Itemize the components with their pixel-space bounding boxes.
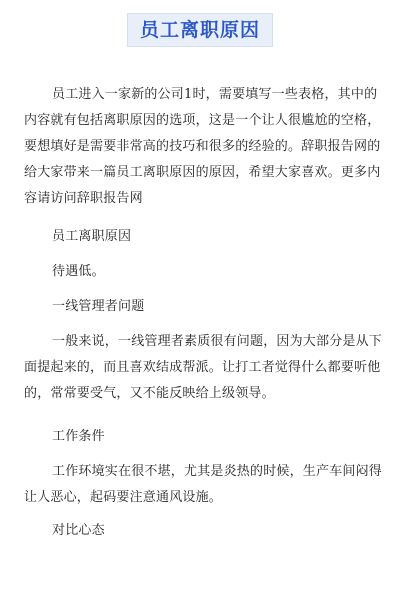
section-heading-text: 工作条件 [52, 429, 105, 444]
reason-1-paragraph [52, 259, 372, 285]
section-heading-2 [52, 294, 372, 320]
paragraph-line: 的，常常要受气，又不能反映给上级领导。 [24, 386, 275, 401]
paragraph-line: 工作环境实在很不堪，尤其是炎热的时候，生产车间闷得 [52, 464, 383, 479]
intro-line: 员工进入一家新的公司1时，需要填写一些表格，其中的 [52, 87, 378, 102]
intro-line: 要想填好是需要非常高的技巧和很多的经验的。辞职报告网的 [24, 139, 381, 154]
section-heading-4 [52, 518, 372, 544]
section-heading-text: 员工离职原因 [52, 229, 132, 244]
reason-text: 待遇低。 [52, 264, 105, 279]
intro-line: 容请访问辞职报告网 [24, 191, 143, 206]
section-heading-1 [52, 224, 372, 250]
paragraph-line: 一般来说，一线管理者素质很有问题，因为大部分是从下 [52, 334, 383, 349]
paragraph-line: 让人恶心，起码要注意通风设施。 [24, 490, 223, 505]
title-banner [127, 13, 273, 47]
management-paragraph [24, 329, 383, 407]
intro-line: 给大家带来一篇员工离职原因的原因，希望大家喜欢。更多内 [24, 165, 381, 180]
section-heading-3 [52, 424, 372, 450]
section-heading-text: 对比心态 [52, 523, 105, 538]
paragraph-line: 面提起来的，而且喜欢结成帮派。让打工者觉得什么都要听他 [24, 360, 381, 375]
title-area [0, 0, 400, 60]
page-title: 员工离职原因 [139, 19, 260, 41]
intro-paragraph [24, 82, 381, 212]
intro-line: 内容就有包括离职原因的选项，这是一个让人很尴尬的空格， [24, 113, 381, 128]
section-heading-text: 一线管理者问题 [52, 299, 145, 314]
work-conditions-paragraph [24, 459, 383, 511]
